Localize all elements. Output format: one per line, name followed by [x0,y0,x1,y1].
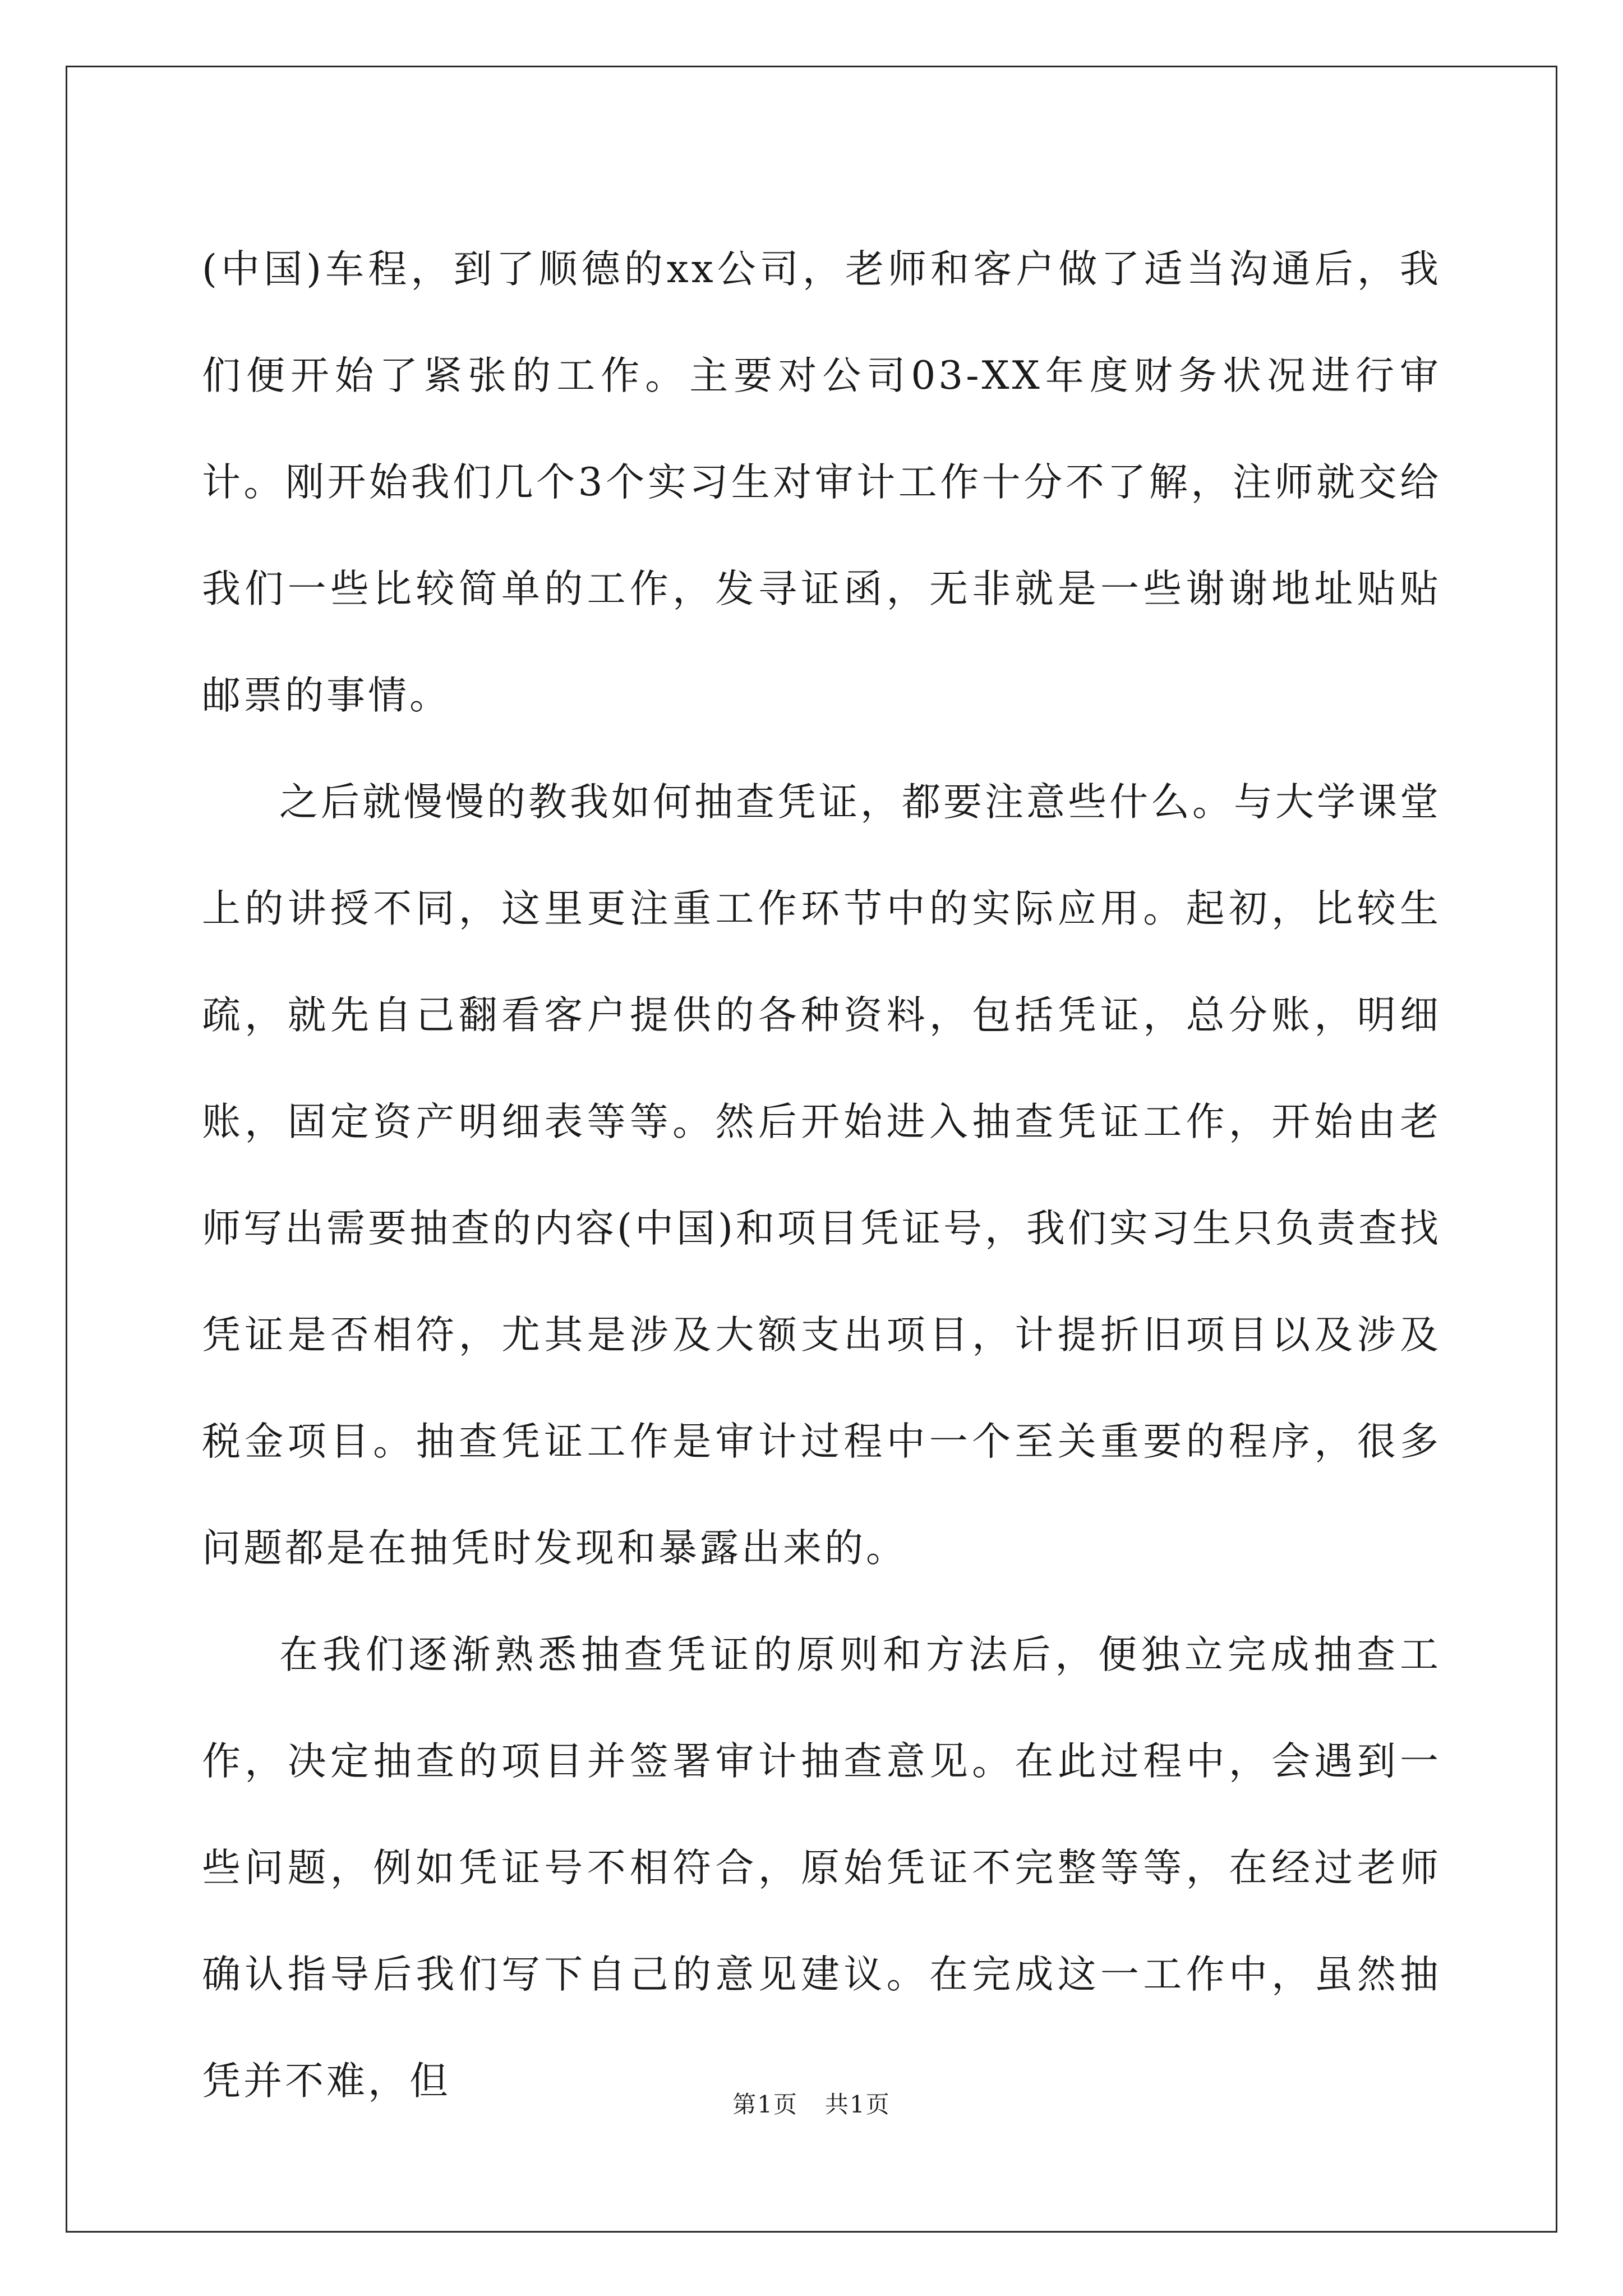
paragraph-3: 在我们逐渐熟悉抽查凭证的原则和方法后，便独立完成抽查工作，决定抽查的项目并签署审计抽查意见。在此过程中，会遇到一些问题，例如凭证号不相符合，原始凭证不完整等等，在经过老师确认指导后我们写下自己的意见建议。在完成这一工作中，虽然抽凭并不难，但 [202,1632,1441,2104]
page-footer [0,2088,1623,2122]
page-total: 共1页 [825,2091,891,2118]
document-body [202,216,1441,2134]
paragraph-2: 之后就慢慢的教我如何抽查凭证，都要注意些什么。与大学课堂上的讲授不同，这里更注重工作环节中的实际应用。起初，比较生疏，就先自己翻看客户提供的各种资料，包括凭证，总分账，明细账，固定资产明细表等等。然后开始进入抽查凭证工作，开始由老师写出需要抽查的内容(中国)和项目凭证号，我们实习生只负责查找凭证是否相符，尤其是涉及大额支出项目，计提折旧项目以及涉及税金项目。抽查凭证工作是审计过程中一个至关重要的程序，很多问题都是在抽凭时发现和暴露出来的。 [202,780,1441,1571]
paragraph-1: (中国)车程，到了顺德的xx公司，老师和客户做了适当沟通后，我们便开始了紧张的工作。主要对公司03-XX年度财务状况进行审计。刚开始我们几个3个实习生对审计工作十分不了解，注师就交给我们一些比较简单的工作，发寻证函，无非就是一些谢谢地址贴贴邮票的事情。 [202,247,1441,718]
page-number: 第1页 [732,2091,798,2118]
